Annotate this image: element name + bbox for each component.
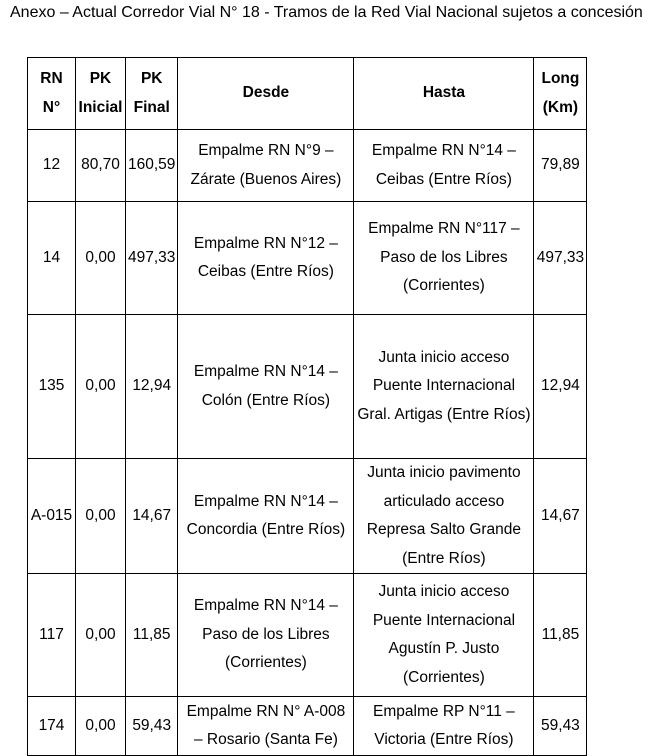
cell-pk-inicial: 0,00 [76, 459, 126, 574]
cell-pk-final: 12,94 [126, 315, 178, 459]
cell-pk-final: 11,85 [126, 574, 178, 697]
cell-rn: 174 [28, 697, 76, 756]
cell-pk-inicial: 0,00 [76, 315, 126, 459]
cell-rn: 117 [28, 574, 76, 697]
concession-table [27, 57, 587, 756]
table-row [28, 315, 587, 459]
cell-pk-inicial: 80,70 [76, 130, 126, 202]
table-row [28, 697, 587, 756]
cell-desde: Empalme RN N°14 – Paso de los Libres (Corrientes) [178, 574, 354, 697]
cell-rn: A-015 [28, 459, 76, 574]
table-row [28, 130, 587, 202]
cell-pk-final: 497,33 [126, 202, 178, 315]
cell-desde: Empalme RN N°14 – Concordia (Entre Ríos) [178, 459, 354, 574]
header-pk-inicial-line1: PK [89, 70, 112, 87]
header-pk-final-line1: PK [140, 70, 163, 87]
cell-pk-inicial: 0,00 [76, 202, 126, 315]
header-pk-final-line2: Final [133, 98, 170, 116]
cell-desde: Empalme RN N°14 – Colón (Entre Ríos) [178, 315, 354, 459]
cell-desde: Empalme RN N° A-008 – Rosario (Santa Fe) [178, 697, 354, 756]
header-long-line2: (Km) [542, 98, 579, 116]
cell-hasta: Empalme RP N°11 – Victoria (Entre Ríos) [354, 697, 534, 756]
cell-long: 11,85 [534, 574, 587, 697]
table-header-row [28, 58, 587, 130]
header-pk-inicial-line2: Inicial [78, 98, 123, 116]
header-hasta: Hasta [354, 58, 534, 130]
cell-hasta: Junta inicio pavimento articulado acceso Represa Salto Grande (Entre Ríos) [354, 459, 534, 574]
cell-pk-inicial: 0,00 [76, 697, 126, 756]
cell-desde: Empalme RN N°12 – Ceibas (Entre Ríos) [178, 202, 354, 315]
cell-rn: 135 [28, 315, 76, 459]
header-pk-final [126, 58, 178, 130]
cell-hasta: Junta inicio acceso Puente Internacional Agustín P. Justo (Corrientes) [354, 574, 534, 697]
header-desde: Desde [178, 58, 354, 130]
cell-hasta: Empalme RN N°14 – Ceibas (Entre Ríos) [354, 130, 534, 202]
cell-desde: Empalme RN N°9 – Zárate (Buenos Aires) [178, 130, 354, 202]
cell-rn: 14 [28, 202, 76, 315]
cell-long: 12,94 [534, 315, 587, 459]
cell-long: 14,67 [534, 459, 587, 574]
table-row [28, 202, 587, 315]
header-long-line1: Long [541, 70, 580, 87]
cell-hasta: Junta inicio acceso Puente Internacional Gral. Artigas (Entre Ríos) [354, 315, 534, 459]
header-rn-line2: N° [42, 98, 61, 116]
table-row [28, 574, 587, 697]
table-row [28, 459, 587, 574]
cell-hasta: Empalme RN N°117 – Paso de los Libres (Corrientes) [354, 202, 534, 315]
header-pk-inicial [76, 58, 126, 130]
cell-pk-final: 14,67 [126, 459, 178, 574]
header-rn-line1: RN [40, 70, 63, 87]
cell-pk-final: 160,59 [126, 130, 178, 202]
header-long [534, 58, 587, 130]
cell-rn: 12 [28, 130, 76, 202]
cell-long: 79,89 [534, 130, 587, 202]
document-title: Anexo – Actual Corredor Vial N° 18 - Tramos de la Red Vial Nacional sujetos a concesión [10, 4, 643, 21]
cell-pk-final: 59,43 [126, 697, 178, 756]
cell-pk-inicial: 0,00 [76, 574, 126, 697]
cell-long: 497,33 [534, 202, 587, 315]
cell-long: 59,43 [534, 697, 587, 756]
header-rn [28, 58, 76, 130]
